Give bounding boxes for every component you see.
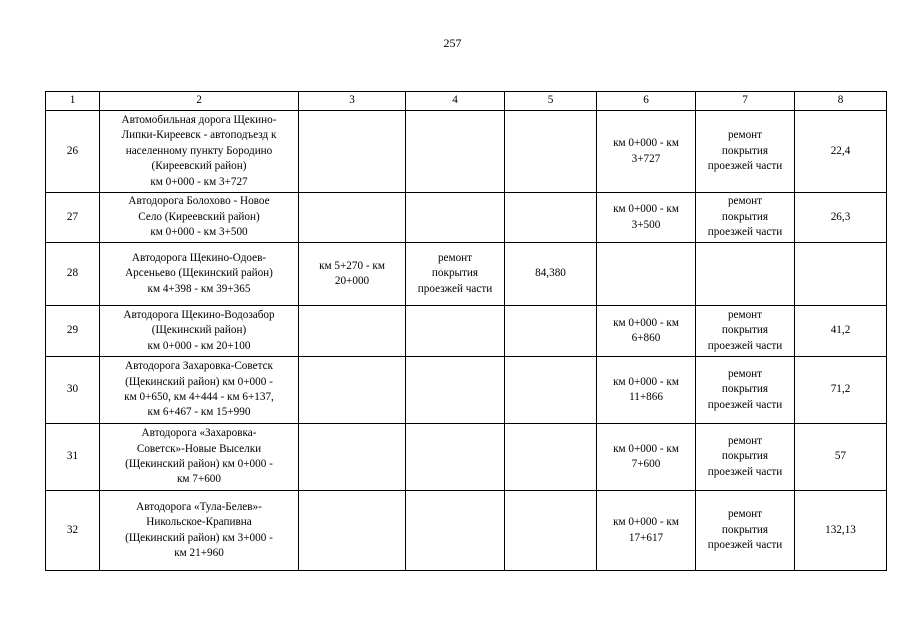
cell-text-line: проезжей части (707, 398, 783, 411)
row-number: 26 (46, 111, 100, 193)
cell-text-line: 3+727 (631, 152, 661, 165)
col3-section-cell (299, 424, 406, 491)
cell-text-line: км 0+000 - км (613, 442, 679, 455)
col8-value-cell (795, 424, 887, 491)
col8-value-cell (795, 193, 887, 243)
column-header: 4 (406, 92, 505, 111)
cell-text-line: 11+866 (629, 391, 663, 403)
road-name-cell (100, 243, 299, 306)
column-header: 7 (696, 92, 795, 111)
col4-work-type-cell (406, 243, 505, 306)
cell-text-line: км 21+960 (174, 546, 224, 559)
cell-text-line: Автодорога Щекино-Одоев- (131, 251, 267, 264)
cell-text-line: км 0+650, км 4+444 - км 6+137, (124, 391, 274, 403)
column-header: 6 (597, 92, 696, 111)
column-header: 1 (46, 92, 100, 111)
col5-length-cell (505, 111, 597, 193)
col3-section-cell (299, 491, 406, 571)
col3-section-cell (299, 243, 406, 306)
road-name-cell (100, 111, 299, 193)
col8-value-cell (795, 306, 887, 357)
col6-section-cell (597, 243, 696, 306)
cell-text-line: ремонт (727, 129, 763, 142)
cell-text-line: Автодорога Болохово - Новое (128, 195, 270, 208)
road-name-cell (100, 424, 299, 491)
cell-text-line: 26,3 (830, 210, 851, 223)
table-row (46, 424, 887, 491)
col7-work-type-cell (696, 111, 795, 193)
col7-work-type-cell (696, 306, 795, 357)
col7-work-type-cell (696, 193, 795, 243)
cell-text-line: ремонт (727, 195, 763, 208)
cell-text-line: 22,4 (830, 144, 851, 157)
table-row (46, 111, 887, 193)
column-header: 8 (795, 92, 887, 111)
column-header: 3 (299, 92, 406, 111)
row-number: 28 (46, 243, 100, 306)
col3-section-cell (299, 193, 406, 243)
cell-text-line: 6+860 (631, 332, 661, 344)
col5-length-cell (505, 306, 597, 357)
cell-text-line: Липки-Киреевск - автоподъезд к (121, 129, 277, 142)
col4-work-type-cell (406, 306, 505, 357)
cell-text-line: км 7+600 (177, 473, 221, 486)
cell-text-line: покрытия (721, 523, 769, 536)
col3-section-cell (299, 306, 406, 357)
cell-text-line: населенному пункту Бородино (125, 144, 273, 157)
cell-text-line: покрытия (721, 210, 769, 223)
cell-text-line: Арсеньево (Щекинский район) (125, 267, 273, 280)
cell-text-line: 20+000 (334, 275, 370, 287)
col4-work-type-cell (406, 111, 505, 193)
table-row (46, 491, 887, 571)
cell-text-line: км 4+398 - км 39+365 (147, 282, 251, 295)
cell-text-line: покрытия (721, 324, 769, 337)
cell-text-line: покрытия (721, 383, 769, 396)
col7-work-type-cell (696, 424, 795, 491)
cell-text-line: км 6+467 - км 15+990 (147, 406, 251, 419)
col8-value-cell (795, 111, 887, 193)
cell-text-line: ремонт (727, 434, 763, 447)
col6-section-cell (597, 491, 696, 571)
col8-value-cell (795, 491, 887, 571)
column-header: 5 (505, 92, 597, 111)
table-row (46, 243, 887, 306)
cell-text-line: км 0+000 - км (613, 516, 679, 529)
road-name-cell (100, 193, 299, 243)
cell-text-line: Автодорога Щекино-Водозабор (123, 308, 275, 321)
road-name-cell (100, 306, 299, 357)
col7-work-type-cell (696, 357, 795, 424)
cell-text-line: Никольское-Крапивна (146, 516, 252, 529)
col6-section-cell (597, 306, 696, 357)
cell-text-line: км 5+270 - км (319, 259, 385, 272)
col7-work-type-cell (696, 243, 795, 306)
cell-text-line: Советск»-Новые Выселки (136, 442, 262, 455)
col7-work-type-cell (696, 491, 795, 571)
cell-text-line: 132,13 (825, 523, 856, 536)
col8-value-cell (795, 243, 887, 306)
cell-text-line: проезжей части (707, 226, 783, 239)
cell-text-line: ремонт (437, 251, 473, 264)
cell-text-line: ремонт (727, 367, 763, 380)
cell-text-line: (Щекинский район) км 0+000 - (125, 458, 273, 470)
road-name-cell (100, 491, 299, 571)
cell-text-line: км 0+000 - км 20+100 (147, 339, 251, 352)
row-number: 27 (46, 193, 100, 243)
col5-length-cell (505, 357, 597, 424)
row-number: 29 (46, 306, 100, 357)
column-number-row (46, 92, 887, 111)
cell-text-line: (Киреевский район) (151, 160, 247, 173)
cell-text-line: Автодорога «Захаровка- (141, 427, 257, 440)
cell-text-line: проезжей части (707, 339, 783, 352)
row-number: 30 (46, 357, 100, 424)
table-row (46, 357, 887, 424)
col4-work-type-cell (406, 193, 505, 243)
cell-text-line: покрытия (431, 267, 479, 280)
cell-text-line: Село (Киреевский район) (138, 210, 260, 223)
col5-length-cell (505, 193, 597, 243)
cell-text-line: 17+617 (628, 531, 664, 544)
cell-text-line: км 0+000 - км (613, 137, 679, 150)
col4-work-type-cell (406, 491, 505, 571)
col6-section-cell (597, 111, 696, 193)
cell-text-line: км 0+000 - км (613, 203, 679, 216)
col6-section-cell (597, 193, 696, 243)
col5-length-cell (505, 424, 597, 491)
row-number: 32 (46, 491, 100, 571)
cell-text-line: покрытия (721, 144, 769, 157)
cell-text-line: км 0+000 - км (613, 375, 679, 388)
cell-text-line: Автодорога «Тула-Белев»- (136, 500, 262, 513)
cell-text-line: 84,380 (535, 267, 566, 280)
col8-value-cell (795, 357, 887, 424)
page-number: 257 (443, 36, 462, 50)
cell-text-line: 71,2 (830, 383, 851, 396)
cell-text-line: (Щекинский район) км 3+000 - (125, 531, 273, 544)
col5-length-cell (505, 243, 597, 306)
col4-work-type-cell (406, 357, 505, 424)
cell-text-line: км 0+000 - км (613, 316, 679, 329)
col4-work-type-cell (406, 424, 505, 491)
cell-text-line: проезжей части (707, 539, 783, 552)
cell-text-line: (Щекинский район) (151, 324, 247, 337)
road-repair-table (45, 91, 887, 571)
cell-text-line: 7+600 (631, 458, 661, 470)
cell-text-line: 41,2 (830, 324, 851, 337)
cell-text-line: ремонт (727, 508, 763, 521)
table-row (46, 306, 887, 357)
cell-text-line: ремонт (727, 308, 763, 321)
cell-text-line: 3+500 (631, 218, 661, 231)
cell-text-line: проезжей части (707, 160, 783, 173)
cell-text-line: км 0+000 - км 3+727 (150, 175, 248, 188)
table-row (46, 193, 887, 243)
col6-section-cell (597, 357, 696, 424)
cell-text-line: проезжей части (417, 282, 493, 295)
cell-text-line: км 0+000 - км 3+500 (150, 226, 248, 239)
col3-section-cell (299, 111, 406, 193)
cell-text-line: покрытия (721, 450, 769, 463)
column-header: 2 (100, 92, 299, 111)
cell-text-line: проезжей части (707, 465, 783, 478)
col6-section-cell (597, 424, 696, 491)
cell-text-line: Автодорога Захаровка-Советск (125, 360, 273, 373)
col5-length-cell (505, 491, 597, 571)
cell-text-line: 57 (834, 450, 847, 463)
col3-section-cell (299, 357, 406, 424)
row-number: 31 (46, 424, 100, 491)
road-name-cell (100, 357, 299, 424)
cell-text-line: Автомобильная дорога Щекино- (121, 113, 277, 126)
cell-text-line: (Щекинский район) км 0+000 - (125, 375, 273, 388)
